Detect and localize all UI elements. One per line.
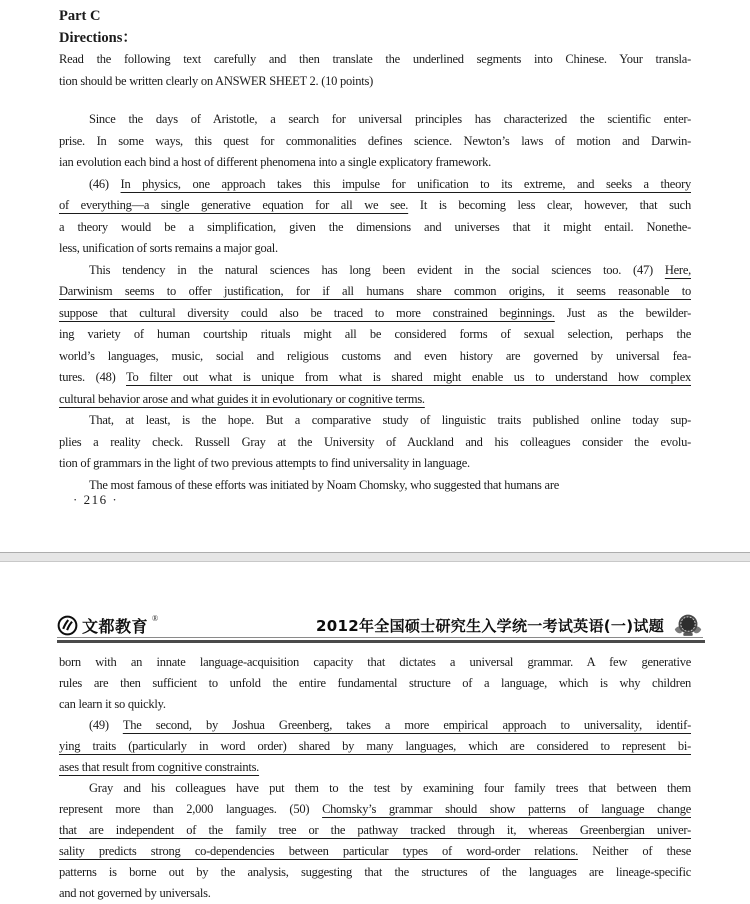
underlined-segment: In physics, one approach takes this impulse for unification to its extreme, and seeks a theory: [120, 176, 691, 191]
text-run: (46): [89, 176, 121, 191]
text-line: [59, 109, 691, 131]
text-run: tures. (48): [59, 370, 127, 384]
paragraph: [59, 49, 691, 92]
text-line: [59, 346, 691, 368]
paragraph: [59, 174, 691, 260]
text-run: born with an innate language-acquisition capacity that dictates a universal grammar. A few generative: [59, 655, 691, 669]
text-line: [59, 238, 691, 260]
wendu-logo: [57, 614, 158, 637]
text-line: [59, 694, 691, 715]
text-run: The most famous of these efforts was initiated by Noam Chomsky, who suggested that humans are: [89, 477, 560, 492]
header-title-group: [316, 613, 705, 638]
text-line: [59, 131, 691, 153]
text-run: This tendency in the natural sciences has long been evident in the social sciences too. (47): [89, 262, 665, 277]
text-line: [59, 324, 691, 346]
text-line: [59, 862, 691, 883]
underlined-segment: that are independent of the family tree or the pathway tracked through it, whereas Greenbergian univer-: [59, 823, 691, 837]
underlined-segment: The second, by Joshua Greenberg, takes a more empirical approach to universality, identif-: [122, 718, 691, 732]
underlined-segment: sality predicts strong co-dependencies between particular types of word-order relations.: [59, 844, 578, 858]
text-line: [59, 49, 691, 71]
text-run: Just as the bewilder-: [554, 305, 691, 320]
page-separator-band: [0, 552, 750, 562]
text-line: [59, 281, 691, 303]
text-line: [59, 841, 691, 862]
registered-trademark-mark: ®: [152, 613, 159, 623]
text-line: [59, 715, 691, 736]
text-line: [59, 736, 691, 757]
text-line: [59, 799, 691, 820]
text-run: tion of grammars in the light of two previous attempts to find universality in language.: [59, 456, 470, 470]
text-line: [59, 757, 691, 778]
text-run: patterns is borne out by the analysis, suggesting that the structures of the languages are lineage-specific: [59, 865, 691, 879]
underlined-segment: suppose that cultural diversity could also be traced to more constrained beginnings.: [59, 305, 555, 320]
text-run: represent more than 2,000 languages. (50): [59, 802, 323, 816]
text-run: and not governed by universals.: [59, 886, 211, 900]
underlined-segment: To filter out what is unique from what is shared might enable us to understand how complex: [126, 370, 691, 384]
text-run: ian evolution each bind a host of different phenomena into a single explicatory framework.: [59, 155, 491, 169]
part-c-heading: Part C: [59, 8, 101, 24]
text-line: [59, 389, 691, 411]
underlined-segment: Darwinism seems to offer justification, for if all humans share common origins, it seems reasonable to: [59, 284, 691, 298]
text-run: plies a reality check. Russell Gray at the University of Auckland and his colleagues consider the evolu-: [59, 434, 691, 449]
paragraph: [59, 778, 691, 904]
paragraph: [59, 410, 691, 475]
text-line: [59, 217, 691, 239]
text-line: [59, 71, 691, 93]
underlined-segment: ying traits (particularly in word order) shared by many languages, which are considered to represent bi-: [59, 739, 691, 753]
directions-heading: Directions：: [59, 29, 137, 46]
exam-title: 2012年全国硕士研究生入学统一考试英语(一)试题: [316, 616, 664, 635]
paragraph: [59, 715, 691, 778]
text-line: [59, 432, 691, 454]
paragraph: [59, 109, 691, 174]
text-line: [59, 303, 691, 325]
underlined-segment: cultural behavior arose and what guides it in evolutionary or cognitive terms.: [59, 391, 425, 406]
text-line: [59, 410, 691, 432]
text-run: ing variety of human courtship rituals might all be considered forms of sexual selection, perhaps the: [59, 327, 691, 341]
logo-brand-text: 文都教育: [82, 616, 149, 636]
text-run: Gray and his colleagues have put them to the test by examining four family trees that between them: [89, 781, 691, 795]
text-run: can learn it so quickly.: [59, 697, 166, 711]
text-line: [59, 367, 691, 389]
paragraph: [59, 652, 691, 715]
text-line: [59, 652, 691, 673]
header-rule-thin: [57, 637, 703, 638]
paragraph: [59, 475, 691, 497]
page-2-text-block: [59, 652, 691, 904]
text-run: That, at least, is the hope. But a comparative study of linguistic traits published online today sup-: [89, 413, 691, 427]
text-line: [59, 820, 691, 841]
page-1-text-block: [59, 49, 691, 496]
text-run: prise. In some ways, this quest for commonalities defines science. Newton’s laws of motion and Darwin-: [59, 133, 691, 148]
text-run: world’s languages, music, social and religious customs and even history are governed by universal fea-: [59, 348, 691, 363]
underlined-segment: Chomsky’s grammar should show patterns of language change: [322, 802, 691, 816]
text-line: [59, 778, 691, 799]
text-run: (49): [89, 718, 123, 732]
text-run: Neither of these: [577, 844, 691, 858]
page-number: · 216 ·: [73, 492, 119, 507]
text-line: [59, 673, 691, 694]
text-run: Read the following text carefully and then translate the underlined segments into Chinese. Your transla-: [59, 52, 691, 66]
text-run: It is becoming less clear, however, that such: [408, 198, 691, 212]
page-2-header: [57, 612, 705, 638]
text-run: tion should be written clearly on ANSWER SHEET 2. (10 points): [59, 73, 373, 88]
text-run: less, unification of sorts remains a major goal.: [59, 241, 278, 255]
wendu-circle-monogram-icon: [57, 615, 78, 636]
laurel-seal-icon: [671, 613, 705, 638]
page-1: [59, 6, 691, 496]
text-run: a theory would be a simplification, given the dimensions and universes that it might entail. Nonethe-: [59, 219, 691, 234]
text-line: [59, 475, 691, 497]
text-line: [59, 453, 691, 475]
text-run: Since the days of Aristotle, a search for universal principles has characterized the scientific enter-: [89, 112, 691, 126]
text-line: [59, 195, 691, 217]
text-line: [59, 260, 691, 282]
page-2: [59, 652, 691, 904]
underlined-segment: Here,: [664, 262, 691, 277]
paragraph: [59, 260, 691, 411]
underlined-segment: of everything—a single generative equation for all we see.: [59, 198, 409, 212]
header-rule-thick: [57, 640, 705, 643]
underlined-segment: ases that result from cognitive constraints.: [59, 760, 260, 774]
text-run: rules are then sufficient to unfold the entire fundamental structure of a language, which is why children: [59, 676, 691, 690]
text-line: [59, 152, 691, 174]
text-line: [59, 174, 691, 196]
